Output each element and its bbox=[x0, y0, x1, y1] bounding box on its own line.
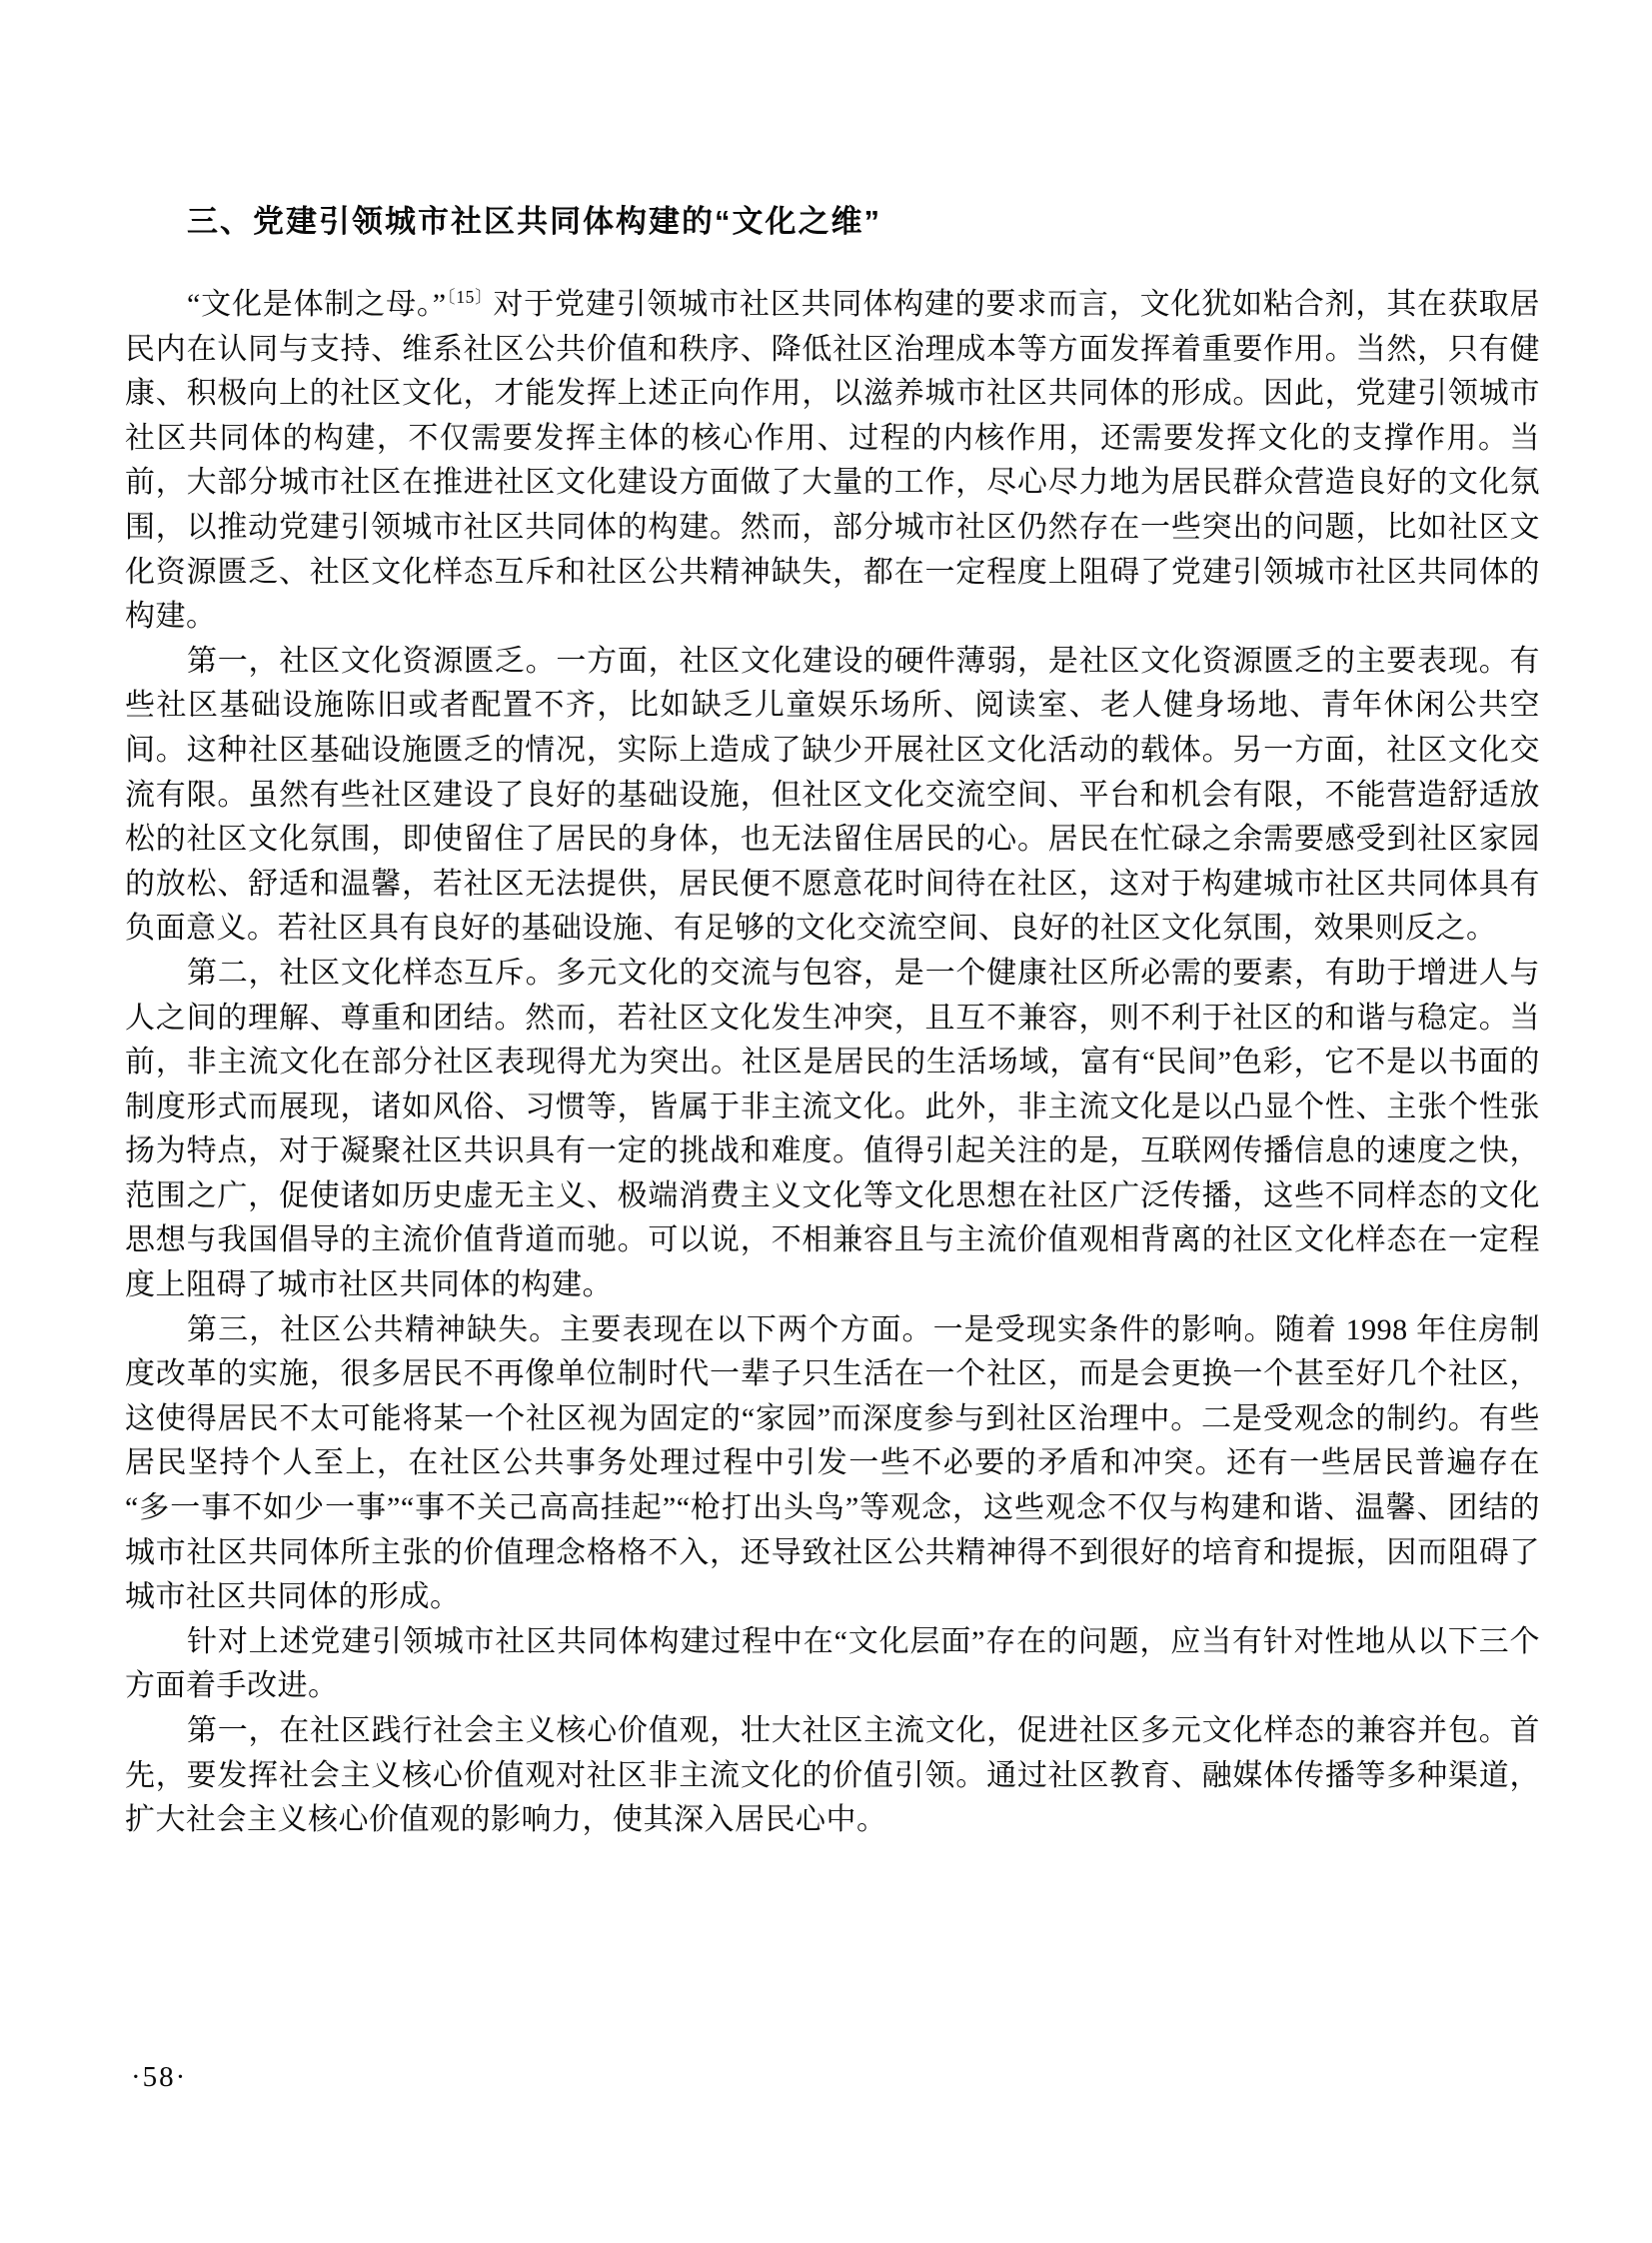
paragraph-3: 第二，社区文化样态互斥。多元文化的交流与包容，是一个健康社区所必需的要素，有助于增进人与人之间的理解、尊重和团结。然而，若社区文化发生冲突，且互不兼容，则不利于社区的和谐与稳定。当前，非主流文化在部分社区表现得尤为突出。社区是居民的生活场域，富有“民间”色彩，它不是以书面的制度形式而展现，诸如风俗、习惯等，皆属于非主流文化。此外，非主流文化是以凸显个性、主张个性张扬为特点，对于凝聚社区共识具有一定的挑战和难度。值得引起关注的是，互联网传播信息的速度之快，范围之广，促使诸如历史虚无主义、极端消费主义文化等文化思想在社区广泛传播，这些不同样态的文化思想与我国倡导的主流价值背道而驰。可以说，不相兼容且与主流价值观相背离的社区文化样态在一定程度上阻碍了城市社区共同体的构建。 bbox=[125, 956, 1540, 1302]
paragraph-1-text: 对于党建引领城市社区共同体构建的要求而言，文化犹如粘合剂，其在获取居民内在认同与支持、维系社区公共价值和秩序、降低社区治理成本等方面发挥着重要作用。当然，只有健康、积极向上的社区文化，才能发挥上述正向作用，以滋养城市社区共同体的形成。因此，党建引领城市社区共同体的构建，不仅需要发挥主体的核心作用、过程的内核作用，还需要发挥文化的支撑作用。当前，大部分城市社区在推进社区文化建设方面做了大量的工作，尽心尽力地为居民群众营造良好的文化氛围，以推动党建引领城市社区共同体的构建。然而，部分城市社区仍然存在一些突出的问题，比如社区文化资源匮乏、社区文化样态互斥和社区公共精神缺失，都在一定程度上阻碍了党建引领城市社区共同体的构建。 bbox=[125, 288, 1540, 634]
section-heading: 三、党建引领城市社区共同体构建的“文化之维” bbox=[187, 204, 881, 239]
paragraph-1 bbox=[125, 283, 1540, 640]
paragraph-5: 针对上述党建引领城市社区共同体构建过程中在“文化层面”存在的问题，应当有针对性地从以下三个方面着手改进。 bbox=[125, 1624, 1540, 1703]
paragraph-4: 第三，社区公共精神缺失。主要表现在以下两个方面。一是受现实条件的影响。随着 1998 年住房制度改革的实施，很多居民不再像单位制时代一辈子只生活在一个社区，而是会更换一个甚至好几个社区，这使得居民不太可能将某一个社区视为固定的“家园”而深度参与到社区治理中。二是受观念的制约。有些居民坚持个人至上，在社区公共事务处理过程中引发一些不必要的矛盾和冲突。还有一些居民普遍存在“多一事不如少一事”“事不关己高高挂起”“枪打出头鸟”等观念，这些观念不仅与构建和谐、温馨、团结的城市社区共同体所主张的价值理念格格不入，还导致社区公共精神得不到很好的培育和提振，因而阻碍了城市社区共同体的形成。 bbox=[125, 1312, 1540, 1614]
paragraph-2: 第一，社区文化资源匮乏。一方面，社区文化建设的硬件薄弱，是社区文化资源匮乏的主要表现。有些社区基础设施陈旧或者配置不齐，比如缺乏儿童娱乐场所、阅读室、老人健身场地、青年休闲公共空间。这种社区基础设施匮乏的情况，实际上造成了缺少开展社区文化活动的载体。另一方面，社区文化交流有限。虽然有些社区建设了良好的基础设施，但社区文化交流空间、平台和机会有限，不能营造舒适放松的社区文化氛围，即使留住了居民的身体，也无法留住居民的心。居民在忙碌之余需要感受到社区家园的放松、舒适和温馨，若社区无法提供，居民便不愿意花时间待在社区，这对于构建城市社区共同体具有负面意义。若社区具有良好的基础设施、有足够的文化交流空间、良好的社区文化氛围，效果则反之。 bbox=[125, 644, 1540, 946]
footnote-ref-15: 〔15〕 bbox=[446, 287, 494, 307]
page-content bbox=[125, 196, 1540, 1843]
paragraph-6: 第一，在社区践行社会主义核心价值观，壮大社区主流文化，促进社区多元文化样态的兼容并包。首先，要发挥社会主义核心价值观对社区非主流文化的价值引领。通过社区教育、融媒体传播等多种渠道，扩大社会主义核心价值观的影响力，使其深入居民心中。 bbox=[125, 1714, 1540, 1837]
page-number: ·58· bbox=[131, 2061, 188, 2093]
paragraph-1-lead: “文化是体制之母。” bbox=[187, 288, 447, 321]
